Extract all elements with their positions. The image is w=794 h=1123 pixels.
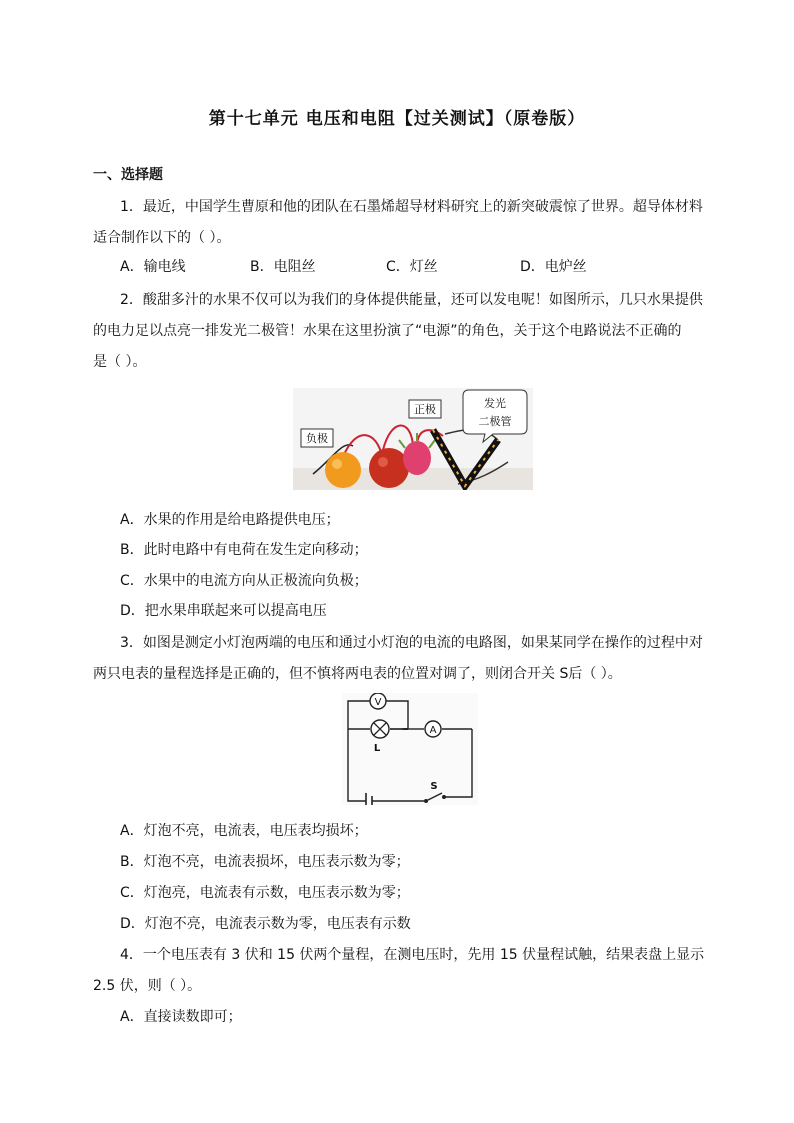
q2-option-a: A．水果的作用是给电路提供电压； xyxy=(120,512,340,528)
led-label-line-2: 二极管 xyxy=(478,415,512,428)
q3-option-d: D．灯泡不亮，电流表示数为零，电压表有示数 xyxy=(120,916,411,932)
question-1-line-1: 1．最近，中国学生曹原和他的团队在石墨烯超导材料研究上的新突破震惊了世界。超导体材料 xyxy=(120,199,703,215)
q3-option-b: B．灯泡不亮，电流表损坏，电压表示数为零； xyxy=(120,854,410,870)
dragon-fruit xyxy=(403,441,431,475)
q1-option-d: D．电炉丝 xyxy=(520,259,587,275)
lamp-label: L xyxy=(373,743,381,754)
fruit-battery-figure xyxy=(293,388,533,490)
q2-option-c: C．水果中的电流方向从正极流向负极； xyxy=(120,573,368,589)
question-3-line-2: 两只电表的量程选择是正确的，但不慎将两电表的位置对调了，则闭合开关 S后（ ）。 xyxy=(93,666,622,682)
question-2-line-1: 2．酸甜多汁的水果不仅可以为我们的身体提供能量，还可以发电呢！如图所示，几只水果提供 xyxy=(120,292,703,308)
question-1-line-2: 适合制作以下的（ ）。 xyxy=(93,230,231,246)
question-2-line-3: 是（ ）。 xyxy=(93,354,147,370)
q1-option-b: B．电阻丝 xyxy=(250,259,316,275)
negative-label: 负极 xyxy=(306,432,328,445)
ammeter-label: A xyxy=(429,725,437,736)
positive-label: 正极 xyxy=(414,403,436,416)
q2-option-b: B．此时电路中有电荷在发生定向移动； xyxy=(120,542,368,558)
q3-option-c: C．灯泡亮，电流表有示数，电压表示数为零； xyxy=(120,885,410,901)
q4-option-a: A．直接读数即可； xyxy=(120,1009,242,1025)
orange-fruit xyxy=(325,452,361,488)
section-heading: 一、选择题 xyxy=(93,167,163,183)
voltmeter-label: V xyxy=(374,697,382,708)
question-4-line-2: 2.5 伏，则（ ）。 xyxy=(93,978,202,994)
circuit-diagram xyxy=(342,693,478,805)
question-2-line-2: 的电力足以点亮一排发光二极管！水果在这里扮演了“电源”的角色，关于这个电路说法不正确的 xyxy=(93,323,682,339)
q1-option-a: A．输电线 xyxy=(120,259,186,275)
q1-option-c: C．灯丝 xyxy=(386,259,438,275)
q3-option-a: A．灯泡不亮，电流表，电压表均损坏； xyxy=(120,823,368,839)
question-3-line-1: 3．如图是测定小灯泡两端的电压和通过小灯泡的电流的电路图，如果某同学在操作的过程中对 xyxy=(120,635,703,651)
led-label-line-1: 发光 xyxy=(484,397,506,410)
pomegranate-fruit xyxy=(369,448,409,488)
page-title: 第十七单元 电压和电阻【过关测试】（原卷版） xyxy=(208,109,586,129)
question-4-line-1: 4．一个电压表有 3 伏和 15 伏两个量程，在测电压时，先用 15 伏量程试触，结果表盘上显示 xyxy=(120,947,705,963)
q2-option-d: D．把水果串联起来可以提高电压 xyxy=(120,603,327,619)
switch-label: S xyxy=(430,781,438,792)
